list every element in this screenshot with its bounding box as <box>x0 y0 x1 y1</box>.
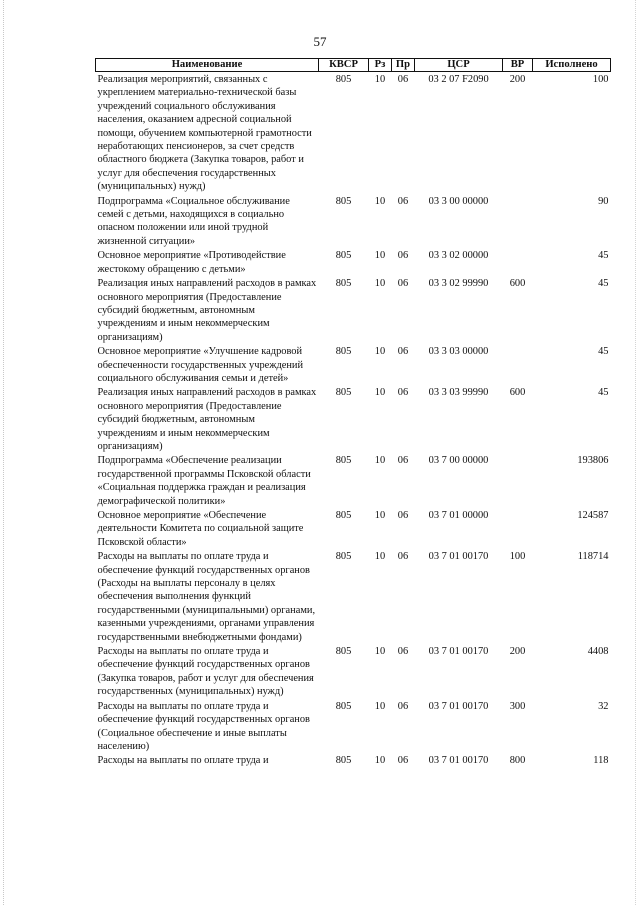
row-rz: 10 <box>374 346 386 358</box>
row-csr: 03 2 07 F2090 <box>428 74 489 85</box>
header-done: Исполнено <box>533 59 611 72</box>
table-row <box>96 644 611 699</box>
header-vr: ВР <box>503 59 533 72</box>
row-pr: 06 <box>397 74 409 85</box>
table-row <box>96 344 611 385</box>
row-kvsr: 805 <box>335 195 352 207</box>
header-pr: Пр <box>392 59 415 72</box>
page-number: 57 <box>313 34 327 49</box>
row-csr: 03 7 01 00170 <box>428 755 489 767</box>
row-done: 45 <box>598 278 609 290</box>
header-kvsr: КВСР <box>319 59 369 72</box>
row-vr: 200 <box>509 74 526 85</box>
row-vr: 600 <box>509 278 526 290</box>
row-done: 90 <box>598 195 609 207</box>
row-done: 118714 <box>577 551 609 563</box>
scan-edge-right <box>635 0 637 905</box>
row-csr: 03 3 02 99990 <box>428 278 489 290</box>
table-row <box>96 194 611 249</box>
row-kvsr: 805 <box>335 278 352 290</box>
row-kvsr: 805 <box>335 755 352 767</box>
table-row <box>96 699 611 754</box>
row-csr: 03 3 02 00000 <box>428 250 489 262</box>
row-kvsr: 805 <box>335 346 352 358</box>
row-pr: 06 <box>397 250 409 262</box>
row-name: Реализация мероприятий, связанных с укреплением материально-технической базы учреждений социального обслуживания населения, оказанием адресной социальной помощи, обучением компьютерной грамотности неработающих пенсионеров, за счет средств областного бюджета (Закупка товаров, работ и услуг для обеспечения государственных (муниципальных) нужд) <box>97 74 312 193</box>
row-csr: 03 7 01 00170 <box>428 646 489 658</box>
row-vr: 200 <box>509 646 526 658</box>
row-done: 32 <box>598 700 609 712</box>
row-rz: 10 <box>374 755 386 767</box>
row-kvsr: 805 <box>335 551 352 563</box>
row-vr: 800 <box>509 755 526 767</box>
row-kvsr: 805 <box>335 646 352 658</box>
budget-table <box>95 58 611 768</box>
row-done: 45 <box>598 387 609 399</box>
row-pr: 06 <box>397 646 409 658</box>
row-pr: 06 <box>397 346 409 358</box>
row-csr: 03 7 01 00170 <box>428 700 489 712</box>
row-done: 193806 <box>577 455 609 467</box>
row-rz: 10 <box>374 195 386 207</box>
table-row <box>96 276 611 344</box>
row-vr <box>503 508 533 549</box>
row-name: Расходы на выплаты по оплате труда и обеспечение функций государственных органов (Социальное обеспечение и иные выплаты населению) <box>97 700 310 752</box>
row-vr <box>503 453 533 508</box>
row-csr: 03 7 01 00000 <box>428 510 489 521</box>
row-pr: 06 <box>397 195 409 207</box>
row-name: Подпрограмма «Социальное обслуживание семей с детьми, находящихся в социально опасном положении или иной трудной жизненной ситуации» <box>97 195 290 247</box>
table-row <box>96 385 611 453</box>
row-name: Реализация иных направлений расходов в рамках основного мероприятия (Предоставление субсидий бюджетным, автономным учреждениям и иным некоммерческим организациям) <box>97 278 317 343</box>
row-done: 124587 <box>577 510 609 521</box>
table-row <box>96 549 611 644</box>
row-csr: 03 3 00 00000 <box>428 195 489 207</box>
row-pr: 06 <box>397 387 409 399</box>
row-name: Расходы на выплаты по оплате труда и обеспечение функций государственных органов (Расходы на выплаты персоналу в целях обеспечения выполнения функций государственными (муниципальными) органами, казенными учреждениями, органами управления государственными внебюджетными фондами) <box>97 551 316 643</box>
row-rz: 10 <box>374 646 386 658</box>
table-row <box>96 508 611 549</box>
table-row <box>96 248 611 276</box>
row-rz: 10 <box>374 387 386 399</box>
table-row <box>96 753 611 767</box>
row-pr: 06 <box>397 510 409 521</box>
row-done: 100 <box>592 74 609 85</box>
row-name: Реализация иных направлений расходов в рамках основного мероприятия (Предоставление субсидий бюджетным, автономным учреждениям и иным некоммерческим организациям) <box>97 387 317 452</box>
scan-edge-left <box>3 0 5 905</box>
row-vr <box>503 248 533 276</box>
row-kvsr: 805 <box>335 74 352 85</box>
row-name: Расходы на выплаты по оплате труда и <box>97 755 269 767</box>
table-row <box>96 72 611 194</box>
row-rz: 10 <box>374 700 386 712</box>
row-kvsr: 805 <box>335 700 352 712</box>
row-vr: 300 <box>509 700 526 712</box>
row-rz: 10 <box>374 510 386 521</box>
header-name: Наименование <box>96 59 319 72</box>
row-name: Расходы на выплаты по оплате труда и обеспечение функций государственных органов (Закупка товаров, работ и услуг для обеспечения государственных (муниципальных) нужд) <box>97 646 314 698</box>
header-csr: ЦСР <box>415 59 503 72</box>
row-pr: 06 <box>397 551 409 563</box>
row-name: Основное мероприятие «Противодействие жестокому обращению с детьми» <box>97 250 286 275</box>
row-done: 45 <box>598 346 609 358</box>
row-kvsr: 805 <box>335 250 352 262</box>
row-csr: 03 3 03 00000 <box>428 346 489 358</box>
row-rz: 10 <box>374 551 386 563</box>
row-name: Основное мероприятие «Улучшение кадровой обеспеченности государственных учреждений социального обслуживания семьи и детей» <box>97 346 304 384</box>
row-name: Подпрограмма «Обеспечение реализации государственной программы Псковской области «Социальная поддержка граждан и реализация демографической политики» <box>97 455 311 507</box>
row-csr: 03 3 03 99990 <box>428 387 489 399</box>
row-done: 118 <box>593 755 609 767</box>
row-done: 4408 <box>587 646 609 658</box>
row-vr <box>503 194 533 249</box>
row-rz: 10 <box>374 250 386 262</box>
row-vr: 600 <box>509 387 526 399</box>
row-csr: 03 7 00 00000 <box>428 455 489 467</box>
row-csr: 03 7 01 00170 <box>428 551 489 563</box>
table-row <box>96 453 611 508</box>
row-kvsr: 805 <box>335 455 352 467</box>
row-vr <box>503 344 533 385</box>
header-rz: Рз <box>369 59 392 72</box>
row-kvsr: 805 <box>335 510 352 521</box>
row-kvsr: 805 <box>335 387 352 399</box>
row-pr: 06 <box>397 700 409 712</box>
row-rz: 10 <box>374 74 386 85</box>
row-name: Основное мероприятие «Обеспечение деятельности Комитета по социальной защите Псковской области» <box>97 510 304 548</box>
row-rz: 10 <box>374 455 386 467</box>
row-pr: 06 <box>397 755 409 767</box>
row-done: 45 <box>598 250 609 262</box>
row-pr: 06 <box>397 455 409 467</box>
row-pr: 06 <box>397 278 409 290</box>
row-vr: 100 <box>509 551 526 563</box>
table-header-row <box>96 59 611 72</box>
row-rz: 10 <box>374 278 386 290</box>
